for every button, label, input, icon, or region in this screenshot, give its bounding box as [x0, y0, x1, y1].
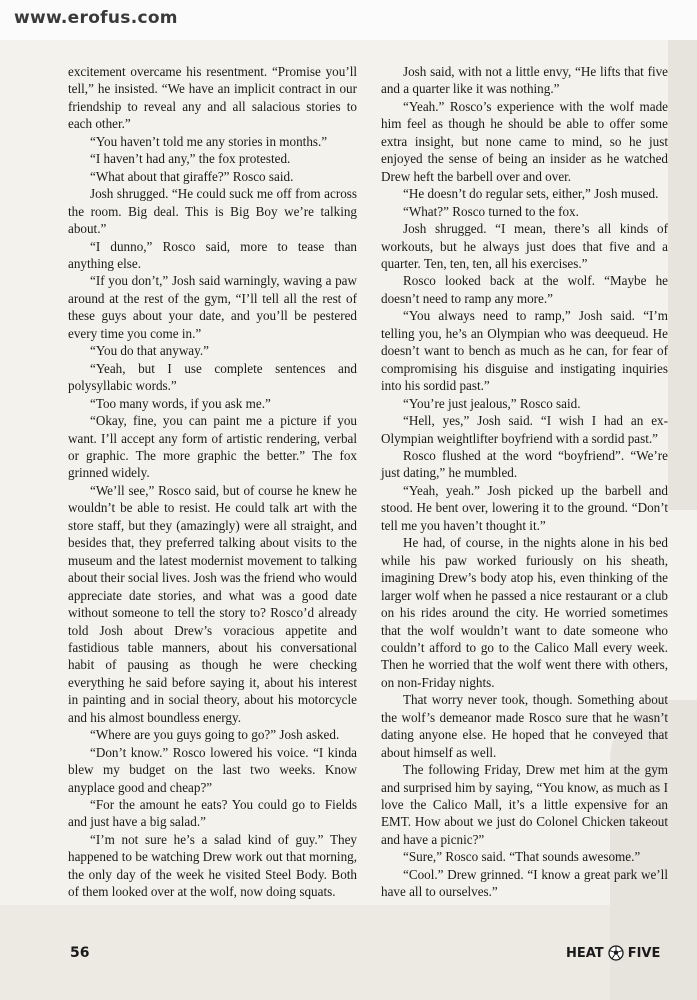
- paragraph: “What about that giraffe?” Rosco said.: [90, 168, 294, 184]
- paragraph: “Yeah, but I use complete sentences and polysyllabic words.”: [68, 360, 357, 394]
- paragraph: Rosco flushed at the word “boyfriend”. “We’re just dating,” he mumbled.: [381, 447, 668, 481]
- publication-logo: [566, 945, 660, 961]
- paragraph: “Too many words, if you ask me.”: [90, 395, 271, 411]
- paragraph: “I dunno,” Rosco said, more to tease than anything else.: [68, 238, 357, 271]
- paragraph: “I’m not sure he’s a salad kind of guy.” They happened to be watching Drew work out that morning, the only day of the week he visited Steel Body. Both of them looked over at the wolf, now doing squats.: [68, 831, 357, 900]
- watermark-text: www.erofus.com: [14, 8, 178, 28]
- paragraph: “For the amount he eats? You could go to Fields and just have a big salad.”: [68, 797, 357, 830]
- paragraph: “You do that anyway.”: [90, 343, 209, 359]
- page-number: 56: [70, 945, 90, 961]
- background-shape-top-right: [668, 40, 697, 510]
- paragraph: “If you don’t,” Josh said warningly, waving a paw around at the rest of the gym, “I’ll tell all the rest of these guys about your date, and you’ll be pestered every time you come in.”: [68, 273, 357, 341]
- paragraph: “You’re just jealous,” Rosco said.: [403, 395, 581, 411]
- watermark-bar: [0, 0, 697, 40]
- paragraph: “Don’t know.” Rosco lowered his voice. “I kinda blew my budget on the last two weeks. Know anyplace good and cheap?”: [68, 744, 357, 795]
- paragraph: “Hell, yes,” Josh said. “I wish I had an ex-Olympian weightlifter boyfriend with a sordid past.”: [381, 413, 668, 446]
- paragraph: Josh shrugged. “I mean, there’s all kinds of workouts, but he always just does that five and a quarter. Ten, ten, ten, all his exercises.”: [381, 221, 668, 271]
- publication-name-left: HEAT: [566, 945, 604, 961]
- paragraph: “He doesn’t do regular sets, either,” Josh mused.: [403, 186, 659, 202]
- paragraph: “You always need to ramp,” Josh said. “I’m telling you, he’s an Olympian who was deequeud. He doesn’t want to bench as much as he can, for fear of compromising his disguise and instigating inquiries into his sordid past.”: [381, 308, 668, 394]
- paragraph: “Yeah, yeah.” Josh picked up the barbell and stood. He bent over, lowering it to the ground. “Don’t tell me you haven’t thought it.”: [381, 482, 668, 533]
- paragraph: “Where are you guys going to go?” Josh asked.: [90, 727, 340, 743]
- text-column-left: [68, 63, 357, 901]
- paragraph: “Yeah.” Rosco’s experience with the wolf made him feel as though he should be able to offer some extra insight, but none came to mind, so he just enjoyed the sense of being an insider as he watched Drew heft the barbell over and over.: [381, 98, 668, 184]
- soccer-ball-icon: [608, 945, 624, 961]
- paragraph: “Cool.” Drew grinned. “I know a great park we’ll have all to ourselves.”: [381, 866, 668, 900]
- paragraph: He had, of course, in the nights alone in his bed while his paw worked furiously on his sheath, imagining Drew’s body atop his, even thinking of the larger wolf when he passed a nice restaurant or a club on his rides around the city. He worried sometimes that the wolf wouldn’t want to date someone who couldn’t afford to go to the Calico Mall every week. Then he worried that the wolf went there with others, on non-Friday nights.: [381, 535, 668, 690]
- paragraph: “Sure,” Rosco said. “That sounds awesome.”: [403, 849, 641, 865]
- paragraph: “You haven’t told me any stories in months.”: [90, 133, 328, 149]
- text-column-right: [381, 63, 668, 901]
- paragraph: That worry never took, though. Something about the wolf’s demeanor made Rosco sure that he wasn’t dating anyone else. He hoped that he conveyed that about himself as well.: [381, 692, 668, 760]
- paragraph: “We’ll see,” Rosco said, but of course he knew he wouldn’t be able to resist. He could talk art with the store staff, but they (amazingly) were all straight, and besides that, they preferred talking about visits to the museum and the latest modernist movement to talking about their social lives. Josh was the friend who would appreciate date stories, and what was a good date without someone to tell the story to? Rosco’d already told Josh about Drew’s voracious appetite and fastidious table manners, about his conversational habit of pausing as though he were checking everything he said before saying it, about his interest in painting and in social theory, about his motorcycle and his almost boundless energy.: [68, 482, 357, 725]
- paragraph: “Okay, fine, you can paint me a picture if you want. I’ll accept any form of artistic rendering, verbal or graphic. The more graphic the better.” The fox grinned widely.: [68, 413, 357, 481]
- paragraph: Josh said, with not a little envy, “He lifts that five and a quarter like it was nothing.”: [381, 64, 668, 97]
- paragraph: “What?” Rosco turned to the fox.: [403, 203, 579, 219]
- paragraph: excitement overcame his resentment. “Promise you’ll tell,” he insisted. “We have an implicit contract in our friendship to reveal any and all salacious stories to each other.”: [68, 64, 357, 132]
- paragraph: The following Friday, Drew met him at the gym and surprised him by saying, “You know, as much as I love the Calico Mall, it’s a little expensive for an EMT. How about we just do Colonel Chicken takeout and have a picnic?”: [381, 762, 668, 847]
- paragraph: Rosco looked back at the wolf. “Maybe he doesn’t need to ramp any more.”: [381, 273, 668, 306]
- publication-name-right: FIVE: [627, 945, 661, 961]
- paragraph: “I haven’t had any,” the fox protested.: [90, 151, 291, 167]
- paragraph: Josh shrugged. “He could suck me off from across the room. Big deal. This is Big Boy we’re talking about.”: [68, 186, 357, 237]
